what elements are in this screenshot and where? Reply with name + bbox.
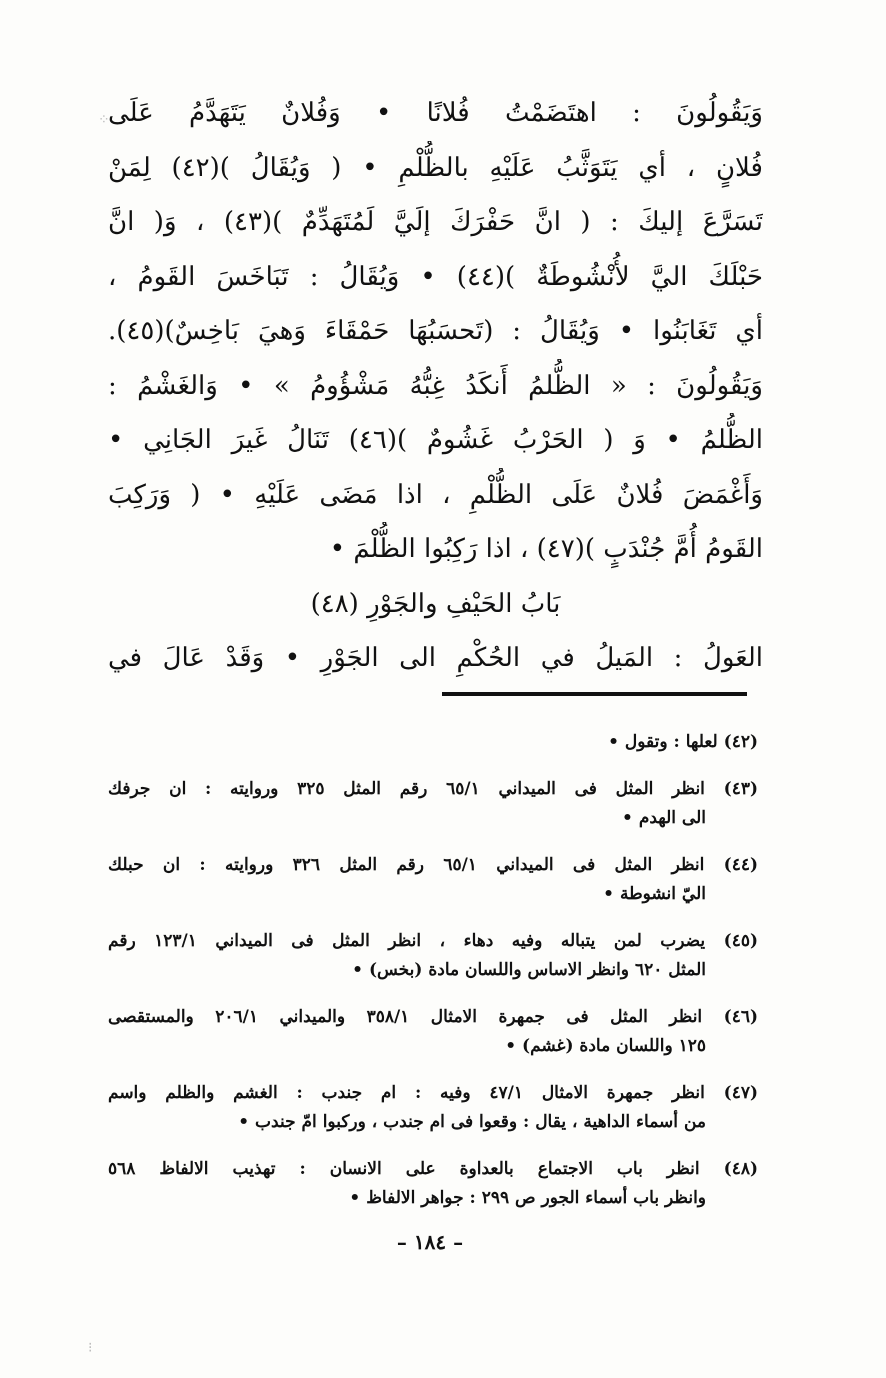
main-text-line: العَولُ : المَيلُ في الحُكْمِ الى الجَوْرِ • وَقَدْ عَالَ في [108, 643, 763, 673]
footnote-line: المثل ٦٢٠ وانظر الاساس واللسان مادة (بخس) • [352, 960, 706, 980]
footnote-line: (٤٧) انظر جمهرة الامثال ٤٧/١ وفيه : ام جندب : الغشم والظلم واسم [108, 1083, 758, 1103]
footnote [108, 927, 758, 985]
main-text-line: القَومُ أُمَّ جُنْدَبٍ )(٤٧) ، اذا رَكِبُوا الظُّلْمَ • [329, 534, 763, 564]
footnote-line: اليّ انشوطة • [603, 884, 706, 904]
section-heading: بَابُ الحَيْفِ والجَوْرِ (٤٨) [310, 588, 561, 619]
footnote-line: (٤٨) انظر باب الاجتماع بالعداوة على الانسان : تهذيب الالفاظ ٥٦٨ [108, 1159, 758, 1179]
footnote-line: من أسماء الداهية ، يقال : وقعوا فى ام جندب ، وركبوا امّ جندب • [238, 1112, 706, 1132]
scan-speck: ⁘ [98, 112, 110, 128]
scan-speck: ⁝ [88, 1340, 93, 1356]
footnote-line: وانظر باب أسماء الجور ص ٢٩٩ : جواهر الالفاظ • [349, 1188, 706, 1208]
footnote-line: الى الهدم • [622, 808, 706, 828]
footnote-line: (٤٦) انظر المثل فى جمهرة الامثال ٣٥٨/١ والميداني ٢٠٦/١ والمستقصى [108, 1007, 758, 1027]
footnote [108, 775, 758, 833]
footnote [108, 1155, 758, 1213]
main-text-line: وَيَقُولُونَ : اهتَضَمْتُ فُلانًا • وَفُلانٌ يَتَهَدَّمُ عَلَى [108, 98, 763, 128]
main-text-line: وَيَقُولُونَ : « الظُّلمُ أَنكَدُ غِبُّهُ مَشْؤُومُ » • وَالغَشْمُ : [108, 370, 763, 401]
footnote-line: (٤٣) انظر المثل فى الميداني ٦٥/١ رقم المثل ٣٢٥ وروايته : ان جرفك [108, 779, 758, 799]
main-text-line: حَبْلَكَ اليَّ لأُنْشُوطَةٌ )(٤٤) • وَيُقَالُ : تَبَاخَسَ القَومُ ، [108, 261, 763, 292]
footnote-line: (٤٤) انظر المثل فى الميداني ٦٥/١ رقم المثل ٣٢٦ وروايته : ان حبلك [108, 855, 758, 875]
page-number: – ١٨٤ – [396, 1230, 464, 1254]
footnote-line: (٤٥) يضرب لمن يتباله وفيه دهاء ، انظر المثل فى الميداني ١٢٣/١ رقم [108, 931, 758, 951]
main-text-line: وَأَغْمَضَ فُلانٌ عَلَى الظُّلْمِ ، اذا مَضَى عَلَيْهِ • ( وَرَكِبَ [108, 479, 763, 510]
footnote-separator [442, 692, 747, 696]
footnote [108, 1003, 758, 1061]
footnote [108, 851, 758, 909]
footnote-line: ١٢٥ واللسان مادة (غشم) • [505, 1036, 706, 1056]
footnotes-block [108, 728, 758, 1231]
main-text-line: فُلانٍ ، أي يَتَوَثَّبُ عَلَيْهِ بالظُّلْمِ • ( وَيُقَالُ )(٤٢) لِمَنْ [108, 152, 763, 183]
footnote-line: (٤٢) لعلها : وتقول • [608, 732, 758, 752]
footnote [108, 1079, 758, 1137]
main-text-line: الظُّلمُ • وَ ( الحَرْبُ غَشُومٌ )(٤٦) تَنَالُ غَيرَ الجَانِي • [108, 425, 763, 455]
main-text-block [108, 86, 763, 686]
main-text-line: أي تَغَابَنُوا • وَيُقَالُ : (تَحسَبُهَا حَمْقَاءَ وَهيَ بَاخِسٌ)(٤٥). [108, 316, 763, 346]
main-text-line: تَسَرَّعَ إليكَ : ( انَّ حَفْرَكَ إلَيَّ لَمُتَهَدِّمٌ )(٤٣) ، وَ( انَّ [108, 207, 763, 237]
footnote [108, 728, 758, 757]
